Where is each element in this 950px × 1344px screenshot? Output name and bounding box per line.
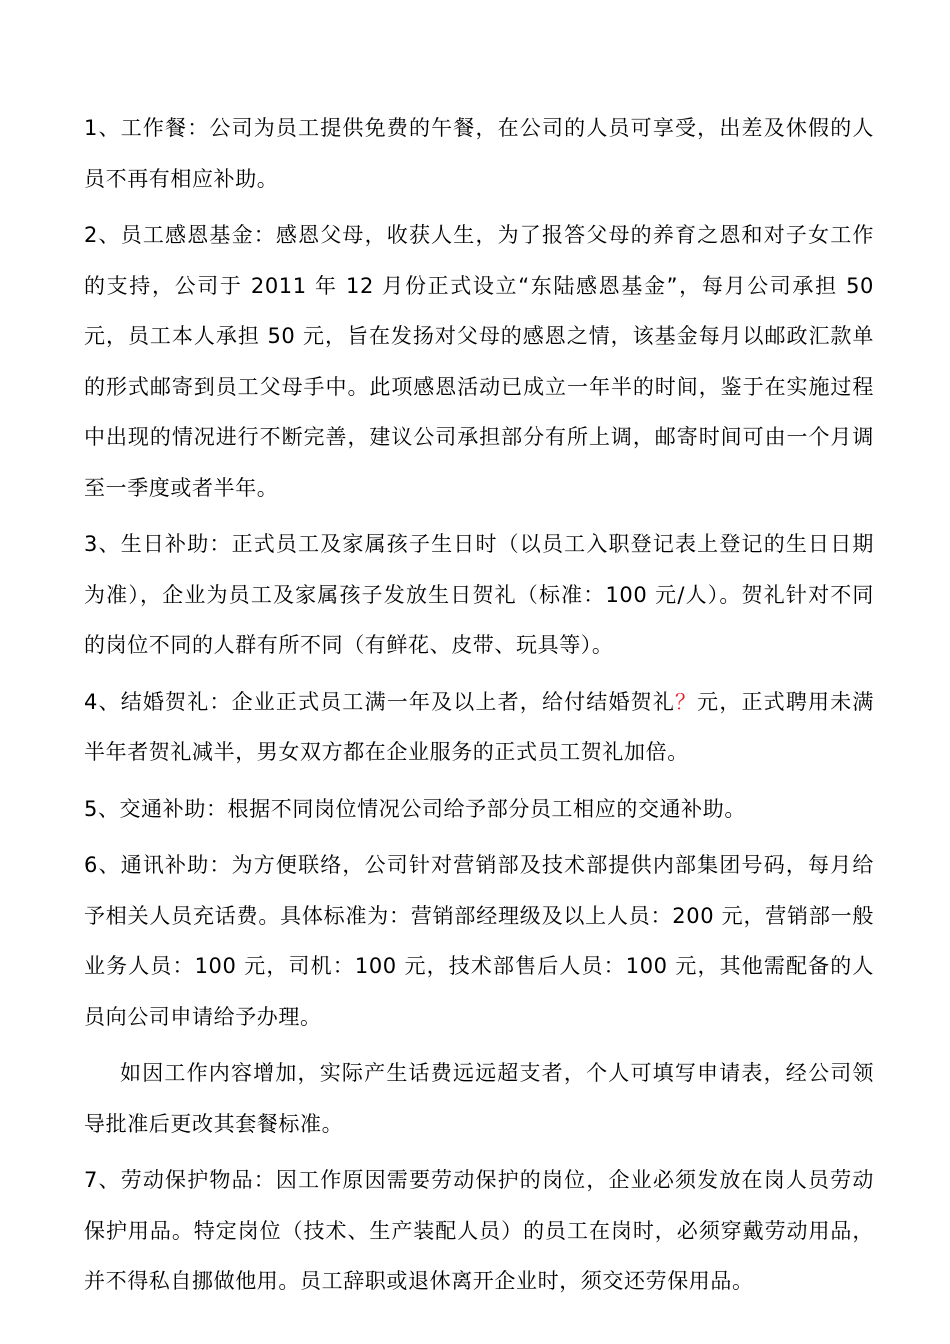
paragraph-birthday-allowance: 3、生日补助：正式员工及家属孩子生日时（以员工入职登记表上登记的生日日期为准），企业为员工及家属孩子发放生日贺礼（标准：100 元/人）。贺礼针对不同的岗位不同的人群有所不同（有鲜花、皮带、玩具等）。 bbox=[84, 532, 874, 657]
paragraph-transport-allowance: 5、交通补助：根据不同岗位情况公司给予部分员工相应的交通补助。 bbox=[84, 796, 746, 821]
paragraph-communication-note: 如因工作内容增加，实际产生话费远远超支者，个人可填写申请表，经公司领导批准后更改其套餐标准。 bbox=[84, 1061, 874, 1136]
paragraph-gratitude-fund: 2、员工感恩基金：感恩父母，收获人生，为了报答父母的养育之恩和对子女工作的支持，公司于 2011 年 12 月份正式设立“东陆感恩基金”，每月公司承担 50 元，员工本人承担 50 元，旨在发扬对父母的感恩之情，该基金每月以邮政汇款单的形式邮寄到员工父母手中。此项感恩活动已成立一年半的时间，鉴于在实施过程中出现的情况进行不断完善，建议公司承担部分有所上调，邮寄时间可由一个月调至一季度或者半年。 bbox=[84, 223, 874, 500]
paragraph-work-meal: 1、工作餐：公司为员工提供免费的午餐，在公司的人员可享受，出差及休假的人员不再有相应补助。 bbox=[84, 116, 874, 191]
paragraph-wedding-gift bbox=[84, 677, 874, 778]
wedding-gift-amount-mark: ？ bbox=[675, 689, 698, 714]
wedding-gift-text-before: 4、结婚贺礼：企业正式员工满一年及以上者，给付结婚贺礼 bbox=[84, 689, 675, 714]
wedding-gift-text-after: 元，正式聘用未满半年者贺礼减半，男女双方都在企业服务的正式员工贺礼加倍。 bbox=[84, 689, 874, 764]
paragraph-communication-allowance: 6、通讯补助：为方便联络，公司针对营销部及技术部提供内部集团号码，每月给予相关人员充话费。具体标准为：营销部经理级及以上人员：200 元，营销部一般业务人员：100 元，司机：100 元，技术部售后人员：100 元，其他需配备的人员向公司申请给予办理。 bbox=[84, 853, 874, 1029]
document-page bbox=[84, 103, 874, 1313]
paragraph-labor-protection: 7、劳动保护物品：因工作原因需要劳动保护的岗位，企业必须发放在岗人员劳动保护用品。特定岗位（技术、生产装配人员）的员工在岗时，必须穿戴劳动用品，并不得私自挪做他用。员工辞职或退休离开企业时，须交还劳保用品。 bbox=[84, 1168, 874, 1293]
